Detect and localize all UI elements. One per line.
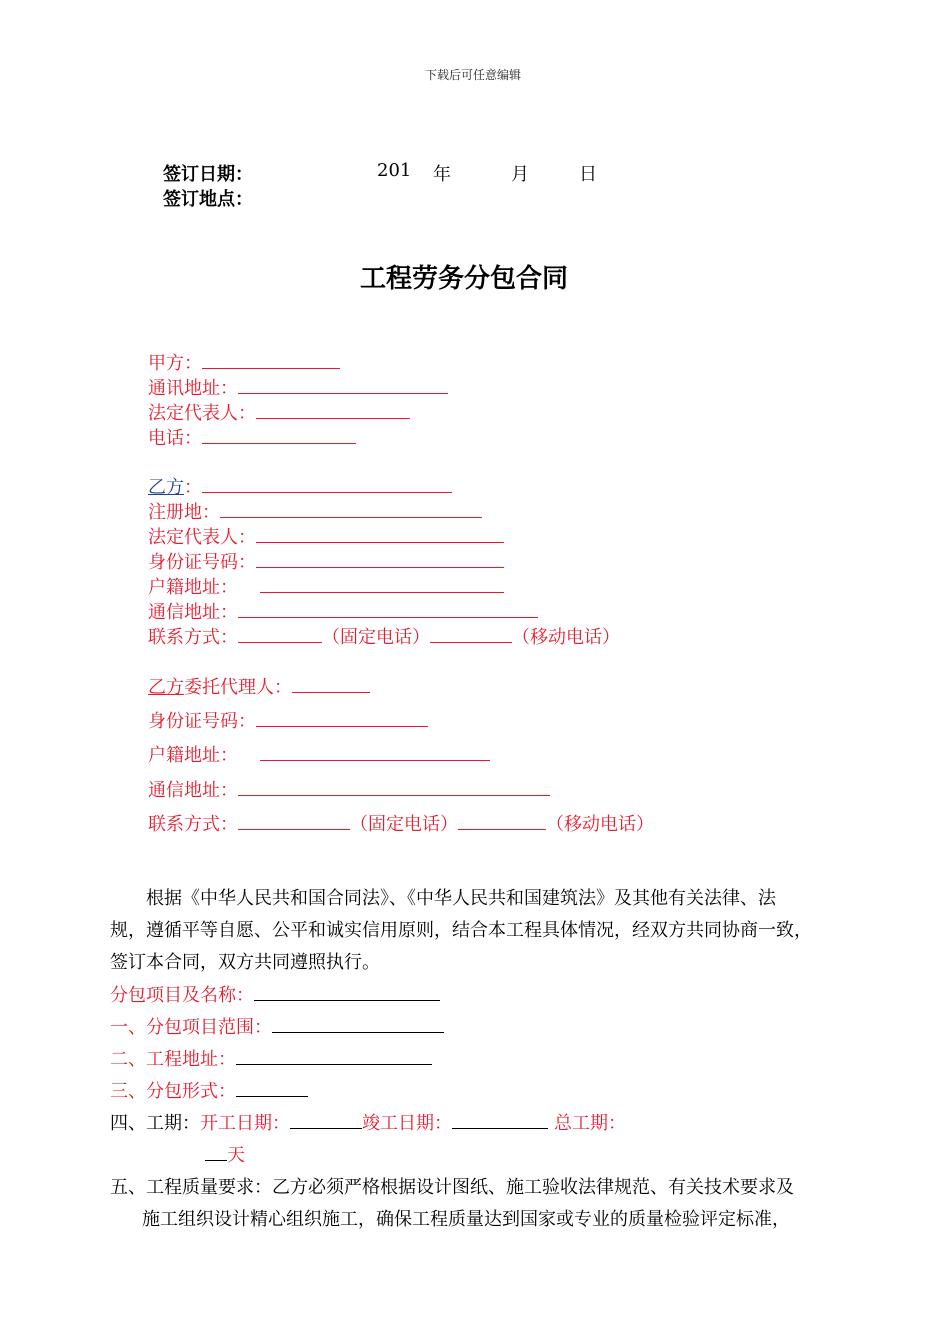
agent-id-line [148, 707, 428, 733]
party-b-name-line [148, 473, 452, 499]
start-date-label: 开工日期： [200, 1113, 290, 1134]
total-period-label: 总工期： [554, 1113, 626, 1134]
project-name-field[interactable] [254, 983, 440, 1001]
party-b-id-line [148, 548, 504, 574]
party-b-name-field[interactable] [202, 475, 452, 493]
party-b-hukou-line [148, 573, 504, 599]
party-b-hukou-field[interactable] [260, 575, 504, 593]
party-b-contact-line [148, 623, 620, 649]
period-prefix: 四、工期： [110, 1113, 200, 1134]
project-name-label: 分包项目及名称： [110, 985, 254, 1006]
party-b-reg-line [148, 498, 482, 524]
party-b-address-field[interactable] [238, 600, 538, 618]
agent-mobile-phone-label: （移动电话） [546, 814, 654, 835]
site-label: 二、工程地址： [110, 1049, 236, 1070]
agent-id-label: 身份证号码： [148, 711, 256, 732]
agent-contact-label: 联系方式： [148, 814, 238, 835]
scope-line [110, 1013, 444, 1039]
signing-date-label: 签订日期： [163, 164, 253, 185]
party-a-rep-field[interactable] [256, 401, 410, 419]
agent-mobile-phone-field[interactable] [458, 812, 546, 830]
period-line [110, 1109, 626, 1135]
quality-line-2: 施工组织设计精心组织施工，确保工程质量达到国家或专业的质量检验评定标准， [142, 1209, 790, 1230]
header-note: 下载后可任意编辑 [425, 68, 522, 82]
party-a-phone-label: 电话： [148, 428, 202, 449]
agent-hukou-line [148, 741, 490, 767]
form-line [110, 1077, 308, 1103]
party-a-phone-line [148, 424, 356, 450]
scope-label: 一、分包项目范围： [110, 1017, 272, 1038]
agent-fixed-phone-field[interactable] [238, 812, 350, 830]
form-label: 三、分包形式： [110, 1081, 236, 1102]
agent-hukou-label: 户籍地址： [148, 745, 238, 766]
party-b-reg-field[interactable] [220, 500, 482, 518]
intro-paragraph-line-3: 签订本合同，双方共同遵照执行。 [110, 952, 380, 973]
signing-year-prefix: 201 [377, 160, 412, 181]
party-a-address-field[interactable] [238, 376, 448, 394]
signing-year: 年 [433, 164, 451, 185]
party-a-rep-line [148, 399, 410, 425]
intro-paragraph-line-1: 根据《中华人民共和国合同法》、《中华人民共和国建筑法》及其他有关法律、法 [146, 888, 776, 909]
agent-label-suffix: 委托代理人： [184, 677, 292, 698]
party-b-name-label: 乙方 [148, 477, 184, 498]
agent-address-line [148, 776, 550, 802]
party-b-hukou-label: 户籍地址： [148, 577, 238, 598]
agent-name-line [148, 673, 370, 699]
party-a-address-label: 通讯地址： [148, 378, 238, 399]
agent-address-label: 通信地址： [148, 780, 238, 801]
party-a-name-label: 甲方： [148, 353, 202, 374]
party-b-rep-line [148, 523, 504, 549]
party-b-rep-field[interactable] [256, 525, 504, 543]
party-b-address-label: 通信地址： [148, 602, 238, 623]
party-a-address-line [148, 374, 448, 400]
party-b-contact-label: 联系方式： [148, 627, 238, 648]
party-a-rep-label: 法定代表人： [148, 403, 256, 424]
page-title: 工程劳务分包合同 [360, 264, 569, 294]
party-a-line [148, 349, 340, 375]
party-b-id-label: 身份证号码： [148, 552, 256, 573]
party-b-mobile-phone-label: （移动电话） [512, 627, 620, 648]
party-b-fixed-phone-label: （固定电话） [322, 627, 430, 648]
form-field[interactable] [236, 1079, 308, 1097]
start-date-field[interactable] [290, 1111, 362, 1129]
quality-line-1: 五、工程质量要求：乙方必须严格根据设计图纸、施工验收法律规范、有关技术要求及 [110, 1177, 794, 1198]
end-date-field[interactable] [452, 1111, 548, 1129]
agent-fixed-phone-label: （固定电话） [350, 814, 458, 835]
intro-paragraph-line-2: 规，遵循平等自愿、公平和诚实信用原则，结合本工程具体情况，经双方共同协商一致， [110, 920, 812, 941]
party-b-fixed-phone-field[interactable] [238, 625, 322, 643]
signing-place-label: 签订地点： [163, 189, 253, 210]
site-field[interactable] [236, 1047, 432, 1065]
party-a-phone-field[interactable] [202, 426, 356, 444]
agent-address-field[interactable] [238, 778, 550, 796]
project-name-line [110, 981, 440, 1007]
signing-month: 月 [511, 164, 529, 185]
agent-label-prefix: 乙方 [148, 677, 184, 698]
agent-name-field[interactable] [292, 675, 370, 693]
agent-contact-line [148, 810, 654, 836]
party-b-reg-label: 注册地： [148, 502, 220, 523]
scope-field[interactable] [272, 1015, 444, 1033]
site-line [110, 1045, 432, 1071]
party-b-address-line [148, 598, 538, 624]
days-field[interactable] [205, 1143, 227, 1161]
party-b-colon: ： [184, 477, 202, 498]
end-date-label: 竣工日期： [362, 1113, 452, 1134]
days-line [205, 1141, 245, 1167]
agent-hukou-field[interactable] [260, 743, 490, 761]
agent-id-field[interactable] [256, 709, 428, 727]
signing-day: 日 [579, 164, 597, 185]
party-b-mobile-phone-field[interactable] [430, 625, 512, 643]
party-b-rep-label: 法定代表人： [148, 527, 256, 548]
party-a-name-field[interactable] [202, 351, 340, 369]
party-b-id-field[interactable] [256, 550, 504, 568]
days-unit: 天 [227, 1145, 245, 1166]
